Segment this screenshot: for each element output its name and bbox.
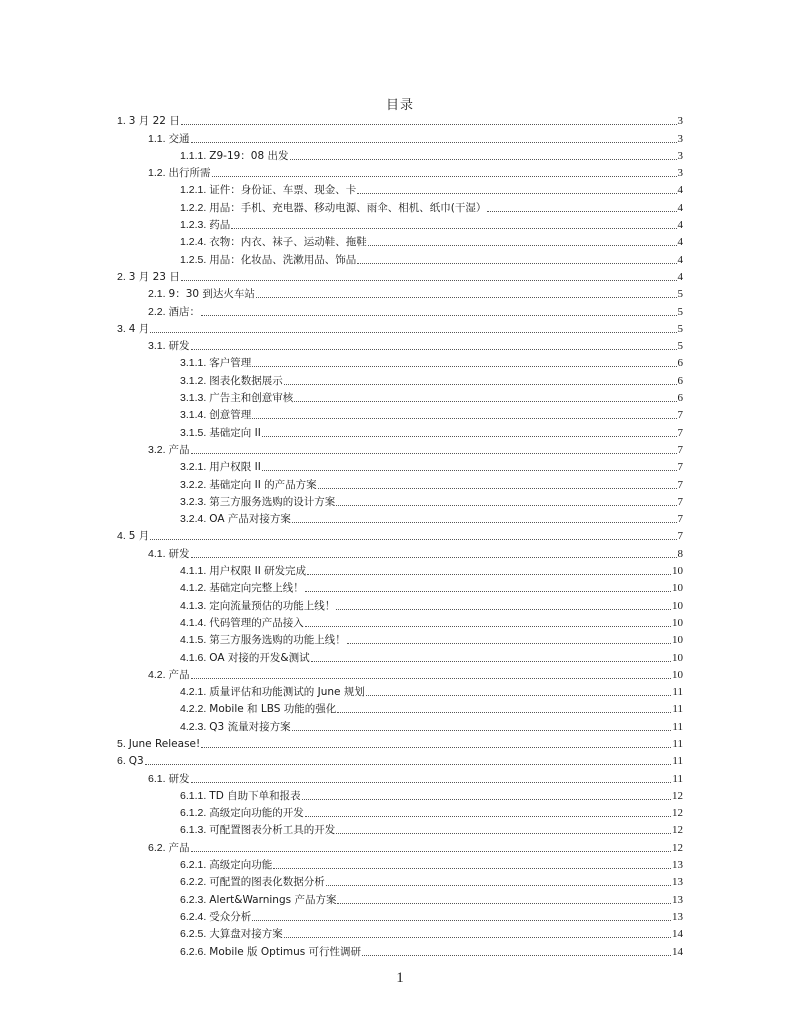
toc-entry[interactable] (117, 855, 683, 872)
dot-leader (326, 885, 671, 886)
toc-entry[interactable] (117, 457, 683, 474)
toc-entry-label (180, 564, 306, 578)
toc-entry[interactable] (117, 422, 683, 439)
toc-entry-label (180, 893, 336, 907)
dot-leader (191, 142, 677, 143)
toc-entry-label (180, 253, 356, 267)
toc-entry-page: 11 (672, 755, 683, 768)
toc-entry-page: 6 (677, 357, 683, 370)
toc-entry-page: 5 (677, 322, 683, 335)
toc-entry-label (180, 183, 356, 197)
toc-entry-page: 5 (677, 305, 683, 318)
dot-leader (284, 937, 671, 938)
toc-entry-page: 4 (677, 236, 683, 249)
toc-entry-label (148, 305, 200, 319)
toc-entry-text: 高级定向功能的开发 (209, 807, 304, 820)
toc-entry-number: 4.1.4. (180, 616, 207, 629)
toc-entry-number: 4.1.1. (180, 565, 207, 578)
dot-leader (362, 955, 671, 956)
toc-entry-page: 7 (677, 461, 683, 474)
dot-leader (252, 366, 676, 367)
toc-entry[interactable] (117, 232, 683, 249)
toc-entry-label (117, 529, 149, 543)
toc-entry-text: OA 对接的开发&测试 (209, 651, 310, 664)
toc-entry[interactable] (117, 492, 683, 509)
toc-entry[interactable] (117, 889, 683, 906)
toc-entry-text: 第三方服务选购的设计方案 (209, 495, 336, 508)
dot-leader (262, 436, 677, 437)
dot-leader (181, 124, 677, 125)
toc-entry[interactable] (117, 111, 683, 128)
toc-entry-number: 6.1.2. (180, 807, 207, 820)
dot-leader (262, 470, 677, 471)
toc-entry-number: 3.1.3. (180, 392, 207, 405)
toc-entry-text: 基础定向 II (209, 426, 261, 439)
toc-entry-label (180, 685, 365, 699)
toc-entry-number: 3.2.4. (180, 513, 207, 526)
toc-entry-page: 10 (672, 651, 683, 664)
toc-entry-label (180, 720, 291, 734)
toc-entry-text: 酒店： (168, 305, 201, 318)
toc-entry[interactable] (117, 803, 683, 820)
toc-entry-label (117, 114, 180, 128)
toc-entry[interactable] (117, 249, 683, 266)
toc-entry-number: 6.1. (148, 772, 166, 785)
toc-entry-label (180, 512, 291, 526)
toc-entry-number: 2.2. (148, 305, 166, 318)
toc-entry-label (180, 581, 304, 595)
dot-leader (305, 591, 671, 592)
toc-entry-number: 3.1.2. (180, 374, 207, 387)
dot-leader (357, 263, 676, 264)
toc-entry[interactable] (117, 146, 683, 163)
dot-leader (191, 557, 677, 558)
toc-entry-label (180, 460, 261, 474)
toc-entry-number: 6. (117, 755, 126, 768)
toc-entry-text: 定向流量预估的功能上线！ (209, 599, 336, 612)
toc-entry-number: 6.2.2. (180, 876, 207, 889)
toc-entry-text: 大算盘对接方案 (209, 928, 283, 941)
toc-entry-label (180, 426, 261, 440)
toc-entry-text: 质量评估和功能测试的 June 规划 (209, 686, 365, 699)
toc-entry-text: Z9-19：08 出发 (209, 149, 289, 162)
toc-entry-text: 交通 (168, 132, 190, 145)
dot-leader (201, 315, 676, 316)
toc-entry[interactable] (117, 613, 683, 630)
toc-entry-page: 4 (677, 201, 683, 214)
toc-entry-label (180, 927, 283, 941)
toc-entry-label (180, 823, 335, 837)
toc-entry-page: 10 (672, 616, 683, 629)
toc-entry-number: 4.1.3. (180, 599, 207, 612)
toc-entry-label (148, 443, 190, 457)
toc-entry-text: Mobile 和 LBS 功能的强化 (209, 703, 337, 716)
toc-entry[interactable] (117, 924, 683, 941)
toc-entry-page: 4 (677, 270, 683, 283)
dot-leader (191, 453, 677, 454)
toc-entry-page: 11 (672, 703, 683, 716)
dot-leader (305, 626, 671, 627)
toc-entry-label (148, 547, 190, 561)
toc-entry-text: 客户管理 (209, 357, 252, 370)
toc-entry-label (148, 166, 211, 180)
toc-entry-text: 可配置的图表化数据分析 (209, 876, 325, 889)
dot-leader (487, 211, 676, 212)
toc-entry-number: 3.1. (148, 340, 166, 353)
toc-entry-text: 用户权限 II 研发完成 (209, 565, 307, 578)
toc-entry[interactable] (117, 647, 683, 664)
toc-entry-number: 1.2.1. (180, 184, 207, 197)
toc-entry-text: June Release! (128, 737, 201, 750)
dot-leader (252, 920, 671, 921)
toc-entry-number: 6.2. (148, 841, 166, 854)
toc-entry-label (180, 149, 289, 163)
toc-entry[interactable] (117, 267, 683, 284)
dot-leader (256, 297, 677, 298)
dot-leader (292, 522, 677, 523)
toc-entry-number: 3.1.1. (180, 357, 207, 370)
toc-entry-label (180, 599, 335, 613)
toc-entry-label (117, 270, 180, 284)
toc-entry[interactable] (117, 786, 683, 803)
toc-entry-text: Mobile 版 Optimus 可行性调研 (209, 945, 362, 958)
toc-entry-page: 11 (672, 686, 683, 699)
toc-entry-page: 12 (672, 824, 683, 837)
toc-entry-text: 证件：身份证、车票、现金、卡 (209, 184, 357, 197)
toc-entry-text: OA 产品对接方案 (209, 513, 291, 526)
dot-leader (181, 280, 677, 281)
toc-entry-page: 13 (672, 859, 683, 872)
toc-entry[interactable] (117, 837, 683, 854)
toc-entry-label (117, 737, 200, 751)
toc-entry-number: 4. (117, 530, 126, 543)
toc-entry-page: 3 (677, 132, 683, 145)
toc-entry-page: 3 (677, 167, 683, 180)
toc-entry-page: 4 (677, 219, 683, 232)
dot-leader (311, 661, 671, 662)
toc-entry-label (180, 495, 335, 509)
dot-leader (347, 643, 671, 644)
dot-leader (212, 176, 677, 177)
toc-entry-label (180, 858, 272, 872)
toc-entry-number: 2.1. (148, 288, 166, 301)
dot-leader (150, 332, 676, 333)
toc-entry-text: 研发 (168, 772, 190, 785)
toc-entry[interactable] (117, 319, 683, 336)
toc-entry[interactable] (117, 405, 683, 422)
toc-entry-number: 6.2.4. (180, 910, 207, 923)
toc-entry-label (180, 875, 325, 889)
toc-title: 目录 (385, 98, 414, 113)
toc-entry-number: 3.2.1. (180, 461, 207, 474)
toc-entry-text: 出行所需 (168, 167, 211, 180)
toc-entry-page: 13 (672, 893, 683, 906)
toc-entry[interactable] (117, 682, 683, 699)
toc-entry-label (148, 339, 190, 353)
dot-leader (150, 539, 676, 540)
toc-entry-page: 13 (672, 876, 683, 889)
dot-leader (336, 833, 671, 834)
toc-entry-number: 6.1.1. (180, 789, 207, 802)
toc-entry-page: 12 (672, 841, 683, 854)
toc-entry[interactable] (117, 561, 683, 578)
toc-entry[interactable] (117, 872, 683, 889)
toc-entry[interactable] (117, 128, 683, 145)
toc-entry-number: 3.2. (148, 443, 166, 456)
dot-leader (368, 245, 677, 246)
toc-entry-label (180, 201, 486, 215)
toc-entry-text: 3 月 22 日 (128, 115, 180, 128)
toc-entry-page: 7 (677, 478, 683, 491)
toc-entry-text: 衣物：内衣、袜子、运动鞋、拖鞋 (209, 236, 367, 249)
toc-entry-number: 1.1. (148, 132, 166, 145)
toc-entry-label (180, 235, 367, 249)
dot-leader (191, 349, 677, 350)
toc-entry[interactable] (117, 301, 683, 318)
toc-entry[interactable] (117, 336, 683, 353)
toc-entry-number: 4.1. (148, 547, 166, 560)
toc-entry[interactable] (117, 734, 683, 751)
toc-entry-page: 11 (672, 737, 683, 750)
toc-entry[interactable] (117, 595, 683, 612)
toc-entry[interactable] (117, 180, 683, 197)
toc-entry-text: 药品 (209, 219, 231, 232)
dot-leader (305, 816, 671, 817)
dot-leader (357, 193, 676, 194)
toc-entry-text: 用品：手机、充电器、移动电源、雨伞、相机、纸巾(干湿） (209, 201, 487, 214)
toc-entry-number: 4.2.2. (180, 703, 207, 716)
toc-entry-text: 产品 (168, 841, 190, 854)
dot-leader (307, 574, 671, 575)
dot-leader (252, 418, 676, 419)
toc-entry[interactable] (117, 440, 683, 457)
toc-entry[interactable] (117, 197, 683, 214)
dot-leader (284, 384, 677, 385)
toc-entry-number: 1. (117, 115, 126, 128)
toc-entry-number: 1.1.1. (180, 149, 207, 162)
dot-leader (337, 903, 671, 904)
toc-entry-number: 6.1.3. (180, 824, 207, 837)
toc-entry-text: 创意管理 (209, 409, 252, 422)
toc-entry[interactable] (117, 665, 683, 682)
toc-entry-label (180, 616, 304, 630)
dot-leader (336, 609, 671, 610)
toc-entry-page: 10 (672, 634, 683, 647)
toc-entry-text: 可配置图表分析工具的开发 (209, 824, 336, 837)
toc-entry-number: 4.1.5. (180, 634, 207, 647)
toc-entry-page: 13 (672, 910, 683, 923)
toc-entry-page: 14 (672, 928, 683, 941)
toc-entry[interactable] (117, 215, 683, 232)
toc-entry[interactable] (117, 526, 683, 543)
toc-entry-text: 用品：化妆品、洗漱用品、饰品 (209, 253, 357, 266)
toc-entry-text: Q3 (128, 755, 144, 768)
toc-entry[interactable] (117, 820, 683, 837)
toc-entry-page: 7 (677, 495, 683, 508)
toc-entry-page: 3 (677, 149, 683, 162)
toc-entry[interactable] (117, 543, 683, 560)
toc-entry-label (180, 789, 301, 803)
toc-entry-number: 3.1.5. (180, 426, 207, 439)
page-number: 1 (396, 970, 404, 986)
toc-entry-number: 3. (117, 322, 126, 335)
dot-leader (337, 712, 671, 713)
toc-entry-number: 4.2. (148, 668, 166, 681)
toc-entry[interactable] (117, 907, 683, 924)
toc-entry-text: 图表化数据展示 (209, 374, 283, 387)
toc-entry-page: 12 (672, 807, 683, 820)
dot-leader (191, 851, 671, 852)
toc-entry-page: 10 (672, 599, 683, 612)
toc-entry-page: 3 (677, 115, 683, 128)
toc-entry-label (180, 478, 317, 492)
toc-entry-label (180, 945, 361, 959)
toc-entry-text: 5 月 (128, 530, 150, 543)
toc-entry-page: 4 (677, 253, 683, 266)
toc-entry-page: 10 (672, 565, 683, 578)
toc-entry-page: 5 (677, 288, 683, 301)
toc-entry-page: 10 (672, 582, 683, 595)
toc-entry-number: 5. (117, 737, 126, 750)
toc-entry[interactable] (117, 768, 683, 785)
toc-entry-page: 7 (677, 409, 683, 422)
toc-entry[interactable] (117, 509, 683, 526)
dot-leader (231, 228, 676, 229)
toc-entry[interactable] (117, 751, 683, 768)
toc-entry-page: 7 (677, 426, 683, 439)
toc-entry-page: 7 (677, 443, 683, 456)
toc-entry-text: 产品 (168, 443, 190, 456)
toc-entry-text: 产品 (168, 668, 190, 681)
toc-entry[interactable] (117, 474, 683, 491)
toc-entry-label (180, 633, 346, 647)
toc-entry-text: Q3 流量对接方案 (209, 720, 291, 733)
toc-entry[interactable] (117, 370, 683, 387)
toc-entry-text: TD 自助下单和报表 (209, 789, 301, 802)
toc-entry[interactable] (117, 699, 683, 716)
toc-entry[interactable] (117, 388, 683, 405)
toc-entry-label (180, 218, 230, 232)
toc-entry-page: 6 (677, 374, 683, 387)
toc-entry-text: 9：30 到达火车站 (168, 288, 255, 301)
toc-entry-number: 4.1.2. (180, 582, 207, 595)
toc-entry-page: 4 (677, 184, 683, 197)
toc-entry-page: 5 (677, 340, 683, 353)
toc-entry-page: 11 (672, 720, 683, 733)
toc-entry-number: 3.1.4. (180, 409, 207, 422)
toc-entry-text: 3 月 23 日 (128, 270, 180, 283)
toc-entry-text: 代码管理的产品接入 (209, 616, 304, 629)
toc-entry-text: 用户权限 II (209, 461, 261, 474)
toc-entry-page: 6 (677, 392, 683, 405)
dot-leader (145, 764, 672, 765)
toc-entry-number: 4.2.1. (180, 686, 207, 699)
toc-entry-text: 研发 (168, 340, 190, 353)
dot-leader (191, 678, 671, 679)
dot-leader (292, 730, 672, 731)
toc-entry-text: 受众分析 (209, 910, 252, 923)
dot-leader (336, 505, 676, 506)
toc-entry-page: 7 (677, 530, 683, 543)
toc-entry-number: 1.2. (148, 167, 166, 180)
toc-entry-number: 6.2.3. (180, 893, 207, 906)
toc-entry[interactable] (117, 578, 683, 595)
dot-leader (318, 488, 677, 489)
toc-entry-label (180, 702, 336, 716)
toc-entry-text: 广告主和创意审核 (209, 392, 294, 405)
toc-entry-number: 6.2.6. (180, 945, 207, 958)
dot-leader (290, 159, 677, 160)
toc-entry-text: 研发 (168, 547, 190, 560)
toc-entry-page: 10 (672, 668, 683, 681)
toc-entry-label (117, 322, 149, 336)
toc-entry-number: 1.2.4. (180, 236, 207, 249)
toc-entry-number: 3.2.2. (180, 478, 207, 491)
toc-entry[interactable] (117, 284, 683, 301)
toc-entry-label (117, 754, 144, 768)
dot-leader (273, 868, 671, 869)
toc-entry-label (180, 651, 310, 665)
toc-entry-label (148, 772, 190, 786)
toc-entry-text: 基础定向完整上线！ (209, 582, 304, 595)
toc-entry-label (148, 668, 190, 682)
toc-entry-label (148, 287, 255, 301)
toc-entry-number: 1.2.3. (180, 219, 207, 232)
toc-entry-text: Alert&Warnings 产品方案 (209, 893, 337, 906)
dot-leader (366, 695, 672, 696)
toc-entry[interactable] (117, 716, 683, 733)
toc-entry-page: 7 (677, 513, 683, 526)
toc-entry-page: 8 (677, 547, 683, 560)
toc-entry-label (180, 374, 283, 388)
toc-entry-label (180, 910, 251, 924)
toc-entry-number: 3.2.3. (180, 495, 207, 508)
toc-entry-label (180, 408, 251, 422)
toc-entry-text: 基础定向 II 的产品方案 (209, 478, 317, 491)
toc-entry-page: 11 (672, 772, 683, 785)
toc-entry-number: 4.2.3. (180, 720, 207, 733)
toc-entry-label (180, 356, 251, 370)
toc-entry-label (148, 841, 190, 855)
toc-entry-number: 1.2.5. (180, 253, 207, 266)
toc-entry-page: 14 (672, 945, 683, 958)
toc-entry-number: 6.2.1. (180, 859, 207, 872)
toc-entry-text: 4 月 (128, 322, 150, 335)
dot-leader (302, 799, 671, 800)
toc-entry[interactable] (117, 163, 683, 180)
toc-entry-text: 高级定向功能 (209, 859, 273, 872)
toc-entry-number: 6.2.5. (180, 928, 207, 941)
toc-entry-number: 4.1.6. (180, 651, 207, 664)
toc-entry-page: 12 (672, 789, 683, 802)
dot-leader (294, 401, 676, 402)
toc-entry[interactable] (117, 630, 683, 647)
toc-entry-label (180, 806, 304, 820)
toc-entry-text: 第三方服务选购的功能上线！ (209, 634, 346, 647)
dot-leader (201, 747, 671, 748)
toc-entry[interactable] (117, 941, 683, 958)
toc-entry-number: 1.2.2. (180, 201, 207, 214)
table-of-contents (117, 111, 683, 959)
toc-entry-label (148, 132, 190, 146)
toc-entry-number: 2. (117, 270, 126, 283)
toc-entry-label (180, 391, 293, 405)
dot-leader (191, 782, 672, 783)
toc-entry[interactable] (117, 353, 683, 370)
